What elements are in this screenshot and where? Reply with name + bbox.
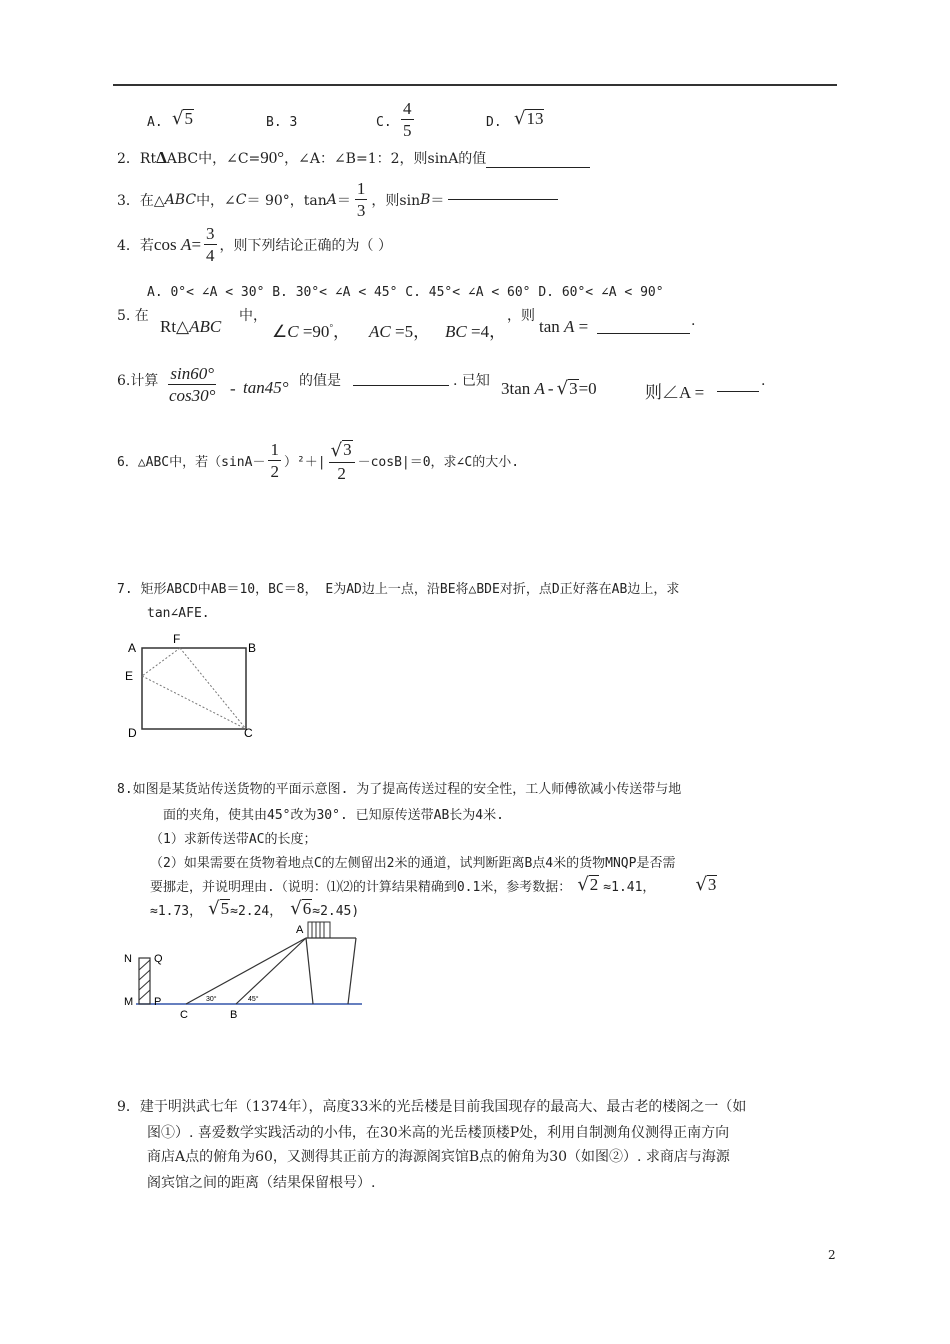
question-7-line-1: 7. 矩形ABCD中AB＝10，BC＝8， E为AD边上一点，沿BE将△BDE对折，点D正好落在AB边上，求: [117, 582, 680, 597]
q3-fraction: $\frac{1}{3}$: [356, 179, 366, 220]
question-9-line-4: 阁宾馆之间的距离（结果保留根号）.: [147, 1175, 376, 1191]
question-6a: 6.计算 $\frac{\sin 60^\circ}{\cos 30^\circ}$ - tan45° 的值是 . 已知 3tan A - √ 3 =0 则∠A = .: [117, 364, 766, 405]
q6a-answer-blank[interactable]: [353, 367, 449, 386]
svg-text:Q: Q: [154, 953, 163, 965]
question-9-line-1: 9．建于明洪武七年（1374年），高度33米的光岳楼是目前我国现存的最高大、最古老的楼阁之一（如: [117, 1099, 747, 1115]
question-8-line-6: ≈1.73， √ 5 ≈2.24， √ 6 ≈2.45): [150, 898, 360, 919]
q1-option-c-fraction: $\frac{4}{5}$: [403, 99, 412, 140]
question-8-line-1: 8.如图是某货站传送货物的平面示意图. 为了提高传送过程的安全性，工人师傅欲减小传送带与地: [117, 782, 682, 797]
page-number: 2: [828, 1248, 836, 1262]
svg-text:N: N: [124, 953, 132, 965]
q1-option-a-value: √ 5: [172, 108, 193, 129]
q3-answer-blank[interactable]: [448, 199, 558, 200]
svg-text:A: A: [296, 924, 304, 936]
question-8-line-5: 要挪走，并说明理由.（说明：⑴⑵的计算结果精确到0.1米，参考数据： √ 2 ≈1.41， √ 3: [150, 874, 717, 895]
svg-text:M: M: [124, 996, 134, 1008]
svg-text:P: P: [154, 996, 162, 1008]
question-8-part-2: （2）如果需要在货物着地点C的左侧留出2米的通道，试判断距离B点4米的货物MNQP是否需: [150, 856, 676, 871]
q7-label-e: E: [125, 669, 134, 683]
q8-figure: [118, 918, 368, 1024]
q7-label-f: F: [173, 632, 181, 646]
q6a-fraction: $\frac{\sin 60^\circ}{\cos 30^\circ}$: [169, 364, 216, 405]
q1-option-d-value: √ 13: [514, 108, 544, 129]
question-8-line-2: 面的夹角，使其由45°改为30°. 已知原传送带AB长为4米.: [163, 808, 504, 823]
question-5: 5. 在 Rt△ABC 中， ∠C =90°， AC =5， BC =4， ，则 tan A = .: [117, 308, 696, 341]
question-2: 2．RtΔABC中，∠C=90°，∠A：∠B=1：2，则sinA的值: [117, 148, 590, 168]
q1-option-b: B. 3: [266, 115, 298, 130]
svg-text:C: C: [180, 1009, 188, 1021]
question-4: 4．若 cos A = $\frac{3}{4}$ ，则下列结论正确的为（ ）: [117, 224, 392, 265]
q7-figure: [118, 628, 268, 740]
q4-fraction: $\frac{3}{4}$: [206, 224, 215, 265]
svg-text:30°: 30°: [206, 996, 217, 1003]
question-6b: 6．△ABC中，若（sinA－ $\frac{1}{2}$ ）²＋| √ 3 2 －cosB|＝0，求∠C的大小.: [117, 439, 520, 483]
svg-text:B: B: [230, 1009, 238, 1021]
question-7-line-2: tan∠AFE.: [147, 606, 210, 621]
q1-option-a-label: A.: [147, 115, 163, 130]
q7-label-a: A: [128, 641, 137, 655]
q1-option-d-label: D.: [486, 115, 502, 130]
q2-answer-blank[interactable]: [486, 167, 590, 168]
svg-text:45°: 45°: [248, 996, 259, 1003]
question-9-line-3: 商店A点的俯角为60，又测得其正前方的海源阁宾馆B点的俯角为30（如图②）. 求商店与海源: [147, 1149, 730, 1165]
q7-label-d: D: [128, 726, 137, 740]
header-rule: [113, 84, 837, 86]
q7-label-c: C: [244, 726, 253, 740]
question-4-options: A. 0°< ∠A < 30° B. 30°< ∠A < 45° C. 45°< ∠A < 60° D. 60°< ∠A < 90°: [147, 285, 664, 300]
q6a-angle-blank[interactable]: [717, 367, 759, 392]
question-9-line-2: 图①）. 喜爱数学实践活动的小伟，在30米高的光岳楼顶楼P处，利用自制测角仪测得正南方向: [147, 1125, 730, 1141]
question-3: 3．在△ ABC 中，∠ C ＝ 90°，tan A ＝ $\frac{1}{3}$ ，则sin B ＝: [117, 180, 558, 219]
q7-label-b: B: [248, 641, 257, 655]
q1-option-c-label: C.: [376, 115, 392, 130]
q5-answer-blank[interactable]: [597, 319, 690, 334]
question-8-part-1: （1）求新传送带AC的长度；: [150, 832, 317, 847]
